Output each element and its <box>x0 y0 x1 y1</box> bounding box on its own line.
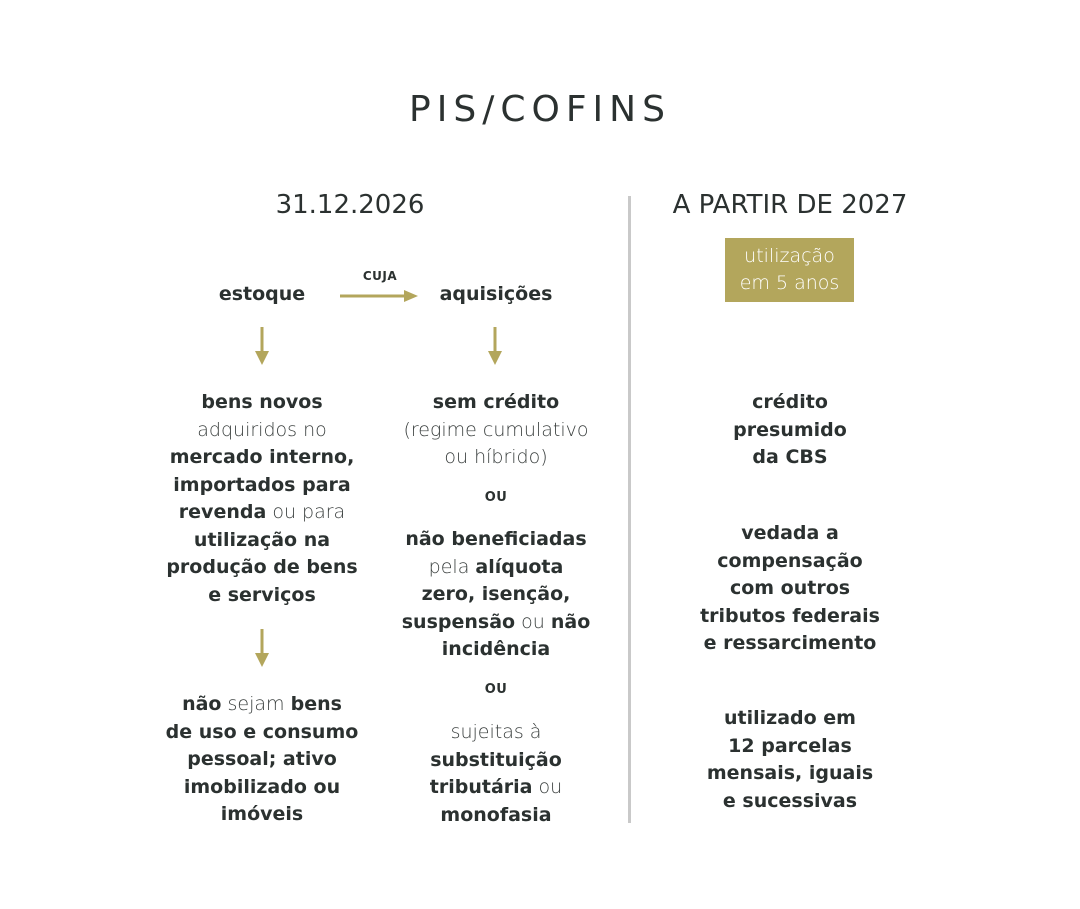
emphasis-text: suspensão <box>401 610 516 633</box>
emphasis-text: mercado interno, <box>169 446 355 468</box>
emphasis-text: crédito <box>752 391 828 413</box>
down-arrow-icon <box>254 629 270 669</box>
emphasis-text: substituição <box>430 748 562 771</box>
text-line <box>376 389 616 417</box>
connector-label-cuja: CUJA <box>362 269 398 283</box>
text-line <box>670 444 910 472</box>
emphasis-text: não <box>550 610 591 633</box>
right-column-heading: A PARTIR DE 2027 <box>672 190 908 220</box>
emphasis-text: da CBS <box>752 446 828 468</box>
regular-text: ou <box>515 610 551 633</box>
text-line <box>670 603 910 631</box>
badge-line-2: em 5 anos <box>739 272 840 294</box>
regular-text: sejam <box>221 693 291 715</box>
emphasis-text: incidência <box>441 638 551 660</box>
aquisicoes-not-benefited-block <box>376 526 616 664</box>
node-aquisicoes: aquisições <box>439 283 553 305</box>
text-line <box>376 636 616 664</box>
emphasis-text: alíquota <box>475 555 564 578</box>
text-line <box>142 472 382 500</box>
emphasis-text: vedada a <box>741 522 839 544</box>
regular-text: (regime cumulativo <box>403 418 589 441</box>
text-line <box>670 760 910 788</box>
emphasis-text: de uso e consumo <box>165 720 359 743</box>
down-arrow-icon <box>254 327 270 367</box>
compensation-block <box>670 520 910 658</box>
emphasis-text: e ressarcimento <box>703 632 877 654</box>
text-line <box>376 417 616 445</box>
emphasis-text: imobilizado ou <box>183 775 341 798</box>
column-divider <box>628 196 631 823</box>
or-separator: OU <box>484 490 508 505</box>
regular-text: ou híbrido) <box>444 446 548 468</box>
text-line <box>142 691 382 719</box>
emphasis-text: presumido <box>733 418 847 441</box>
text-line <box>376 747 616 775</box>
diagram-title: PIS/COFINS <box>409 89 671 130</box>
text-line <box>670 389 910 417</box>
emphasis-text: sem crédito <box>432 391 560 413</box>
down-arrow-icon <box>487 327 503 367</box>
estoque-criteria-block <box>142 389 382 609</box>
text-line <box>376 526 616 554</box>
text-line <box>670 788 910 816</box>
regular-text: sujeitas à <box>450 721 542 743</box>
emphasis-text: e sucessivas <box>722 789 858 812</box>
emphasis-text: pessoal; ativo <box>187 748 337 770</box>
text-line <box>376 554 616 582</box>
text-line <box>142 499 382 527</box>
emphasis-text: produção de bens <box>166 556 358 578</box>
text-line <box>376 581 616 609</box>
text-line <box>670 733 910 761</box>
emphasis-text: mensais, iguais <box>706 762 874 784</box>
emphasis-text: monofasia <box>440 803 552 826</box>
or-separator: OU <box>484 682 508 697</box>
text-line <box>376 444 616 472</box>
text-line <box>376 774 616 802</box>
text-line <box>142 389 382 417</box>
emphasis-text: não <box>182 693 222 715</box>
text-line <box>376 802 616 830</box>
emphasis-text: não beneficiadas <box>405 528 587 550</box>
presumed-credit-block <box>670 389 910 472</box>
emphasis-text: importados para <box>173 473 351 496</box>
text-line <box>142 774 382 802</box>
emphasis-text: compensação <box>717 549 863 572</box>
text-line <box>142 417 382 445</box>
text-line <box>142 527 382 555</box>
regular-text: adquiridos no <box>197 418 327 441</box>
aquisicoes-no-credit-block <box>376 389 616 472</box>
emphasis-text: com outros <box>729 577 851 599</box>
left-column-heading: 31.12.2026 <box>275 190 425 220</box>
text-line <box>142 554 382 582</box>
emphasis-text: e serviços <box>208 583 316 606</box>
text-line <box>142 444 382 472</box>
emphasis-text: bens <box>290 693 342 715</box>
estoque-exclusions-block <box>142 691 382 829</box>
text-line <box>376 609 616 637</box>
emphasis-text: utilização na <box>193 528 331 551</box>
aquisicoes-substitution-block <box>376 719 616 829</box>
emphasis-text: zero, isenção, <box>421 583 571 605</box>
usage-badge <box>725 238 854 302</box>
badge-line-1: utilização <box>744 245 835 267</box>
emphasis-text: tributária <box>429 776 533 798</box>
node-estoque: estoque <box>218 283 306 305</box>
text-line <box>142 719 382 747</box>
emphasis-text: tributos federais <box>700 604 880 627</box>
text-line <box>670 630 910 658</box>
text-line <box>670 520 910 548</box>
installments-block <box>670 705 910 815</box>
emphasis-text: imóveis <box>220 803 304 825</box>
emphasis-text: bens novos <box>201 391 323 413</box>
text-line <box>142 746 382 774</box>
emphasis-text: 12 parcelas <box>728 734 852 757</box>
text-line <box>142 582 382 610</box>
regular-text: ou para <box>266 501 346 523</box>
text-line <box>142 801 382 829</box>
emphasis-text: revenda <box>178 501 267 523</box>
emphasis-text: utilizado em <box>724 707 856 729</box>
regular-text: pela <box>428 555 476 578</box>
text-line <box>670 548 910 576</box>
text-line <box>376 719 616 747</box>
text-line <box>670 575 910 603</box>
regular-text: ou <box>532 776 563 798</box>
right-arrow-icon <box>340 288 420 304</box>
text-line <box>670 417 910 445</box>
text-line <box>670 705 910 733</box>
